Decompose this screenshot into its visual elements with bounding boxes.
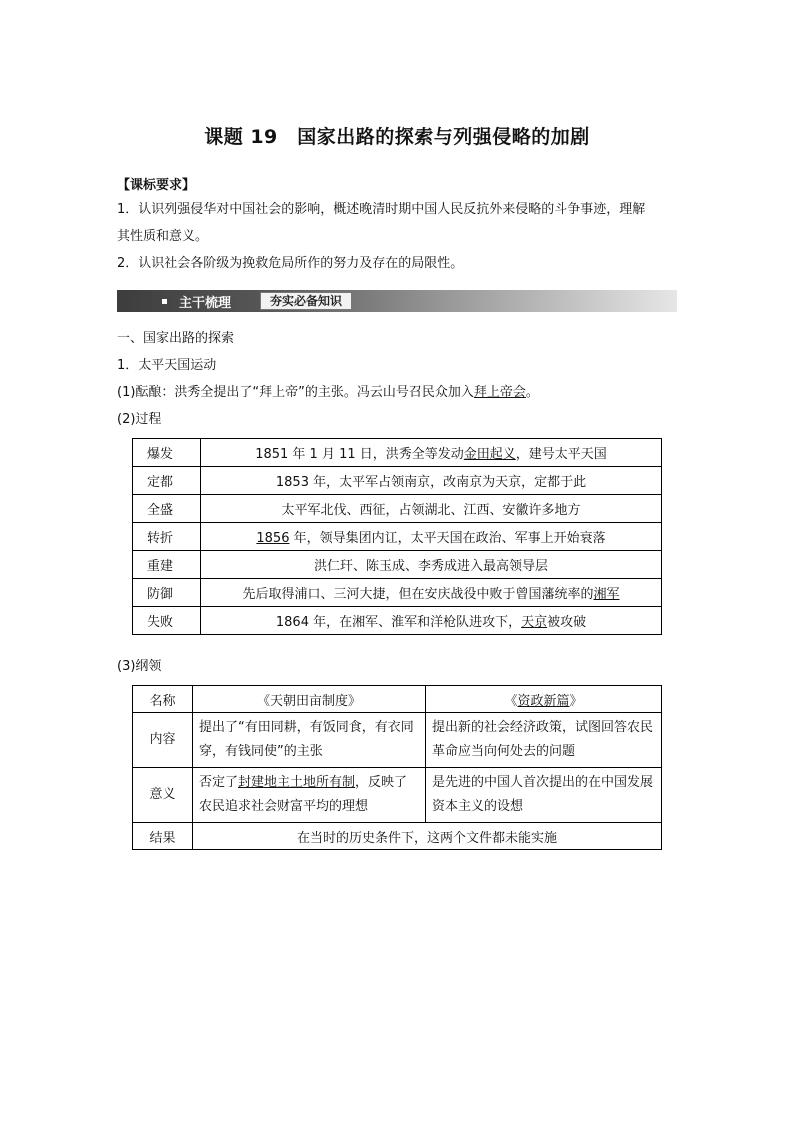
stage-cell: 全盛	[133, 495, 201, 523]
table-row	[133, 686, 662, 713]
table-row	[133, 523, 662, 551]
header-cell: 《天朝田亩制度》	[193, 686, 426, 713]
header-cell: 《资政新篇》	[426, 686, 662, 713]
stage-cell: 爆发	[133, 439, 201, 467]
process-heading: (2)过程	[117, 412, 162, 427]
banner-main-label: 主干梳理	[179, 296, 232, 311]
table-cell: 是先进的中国人首次提出的在中国发展资本主义的设想	[426, 768, 662, 823]
stage-cell: 定都	[133, 467, 201, 495]
table-cell: 在当时的历史条件下，这两个文件都未能实施	[193, 823, 662, 850]
table-row	[133, 823, 662, 850]
standard-item-1-cont: 其性质和意义。	[117, 229, 209, 244]
event-cell: 1851 年 1 月 11 日，洪秀全等发动金田起义，建号太平天国	[201, 439, 662, 467]
banner-sub-label: 夯实必备知识	[260, 292, 352, 310]
table-row	[133, 713, 662, 768]
standard-item-2: 2．认识社会各阶级为挽救危局所作的努力及存在的局限性。	[117, 256, 464, 271]
table-row	[133, 467, 662, 495]
table-cell: 否定了封建地主土地所有制，反映了农民追求社会财富平均的理想	[193, 768, 426, 823]
table-row	[133, 551, 662, 579]
section-heading: 一、国家出路的探索	[117, 331, 235, 346]
standard-heading: 【课标要求】	[117, 178, 196, 193]
table-cell: 提出新的社会经济政策，试图回答农民革命应当向何处去的问题	[426, 713, 662, 768]
table-row	[133, 579, 662, 607]
table-row	[133, 607, 662, 635]
standard-item-1: 1．认识列强侵华对中国社会的影响，概述晚清时期中国人民反抗外来侵略的斗争事迹，理解	[117, 202, 646, 217]
header-cell: 名称	[133, 686, 193, 713]
event-cell: 1853 年，太平军占领南京，改南京为天京，定都于此	[201, 467, 662, 495]
stage-cell: 转折	[133, 523, 201, 551]
table-row	[133, 768, 662, 823]
stage-cell: 重建	[133, 551, 201, 579]
event-cell: 1864 年，在湘军、淮军和洋枪队进攻下，天京被攻破	[201, 607, 662, 635]
row-label-cell: 结果	[133, 823, 193, 850]
table-row	[133, 439, 662, 467]
stage-cell: 失败	[133, 607, 201, 635]
process-table	[132, 438, 662, 635]
table-cell: 提出了“有田同耕，有饭同食，有衣同穿，有钱同使”的主张	[193, 713, 426, 768]
brew-line: (1)酝酿：洪秀全提出了“拜上帝”的主张。冯云山号召民众加入拜上帝会。	[117, 385, 539, 400]
event-cell: 先后取得浦口、三河大捷，但在安庆战役中败于曾国藩统率的湘军	[201, 579, 662, 607]
page-title: 课题 19 国家出路的探索与列强侵略的加剧	[204, 126, 590, 148]
row-label-cell: 意义	[133, 768, 193, 823]
row-label-cell: 内容	[133, 713, 193, 768]
event-cell: 太平军北伐、西征，占领湖北、江西、安徽许多地方	[201, 495, 662, 523]
stage-cell: 防御	[133, 579, 201, 607]
subsection-heading: 1．太平天国运动	[117, 358, 217, 373]
event-cell: 洪仁玕、陈玉成、李秀成进入最高领导层	[201, 551, 662, 579]
program-table	[132, 685, 662, 850]
underlined-term: 拜上帝会	[473, 385, 526, 400]
section-banner	[117, 290, 677, 312]
table-row	[133, 495, 662, 523]
event-cell: 1856 年，领导集团内讧，太平天国在政治、军事上开始衰落	[201, 523, 662, 551]
square-bullet-icon	[162, 299, 167, 304]
program-heading: (3)纲领	[117, 659, 162, 674]
